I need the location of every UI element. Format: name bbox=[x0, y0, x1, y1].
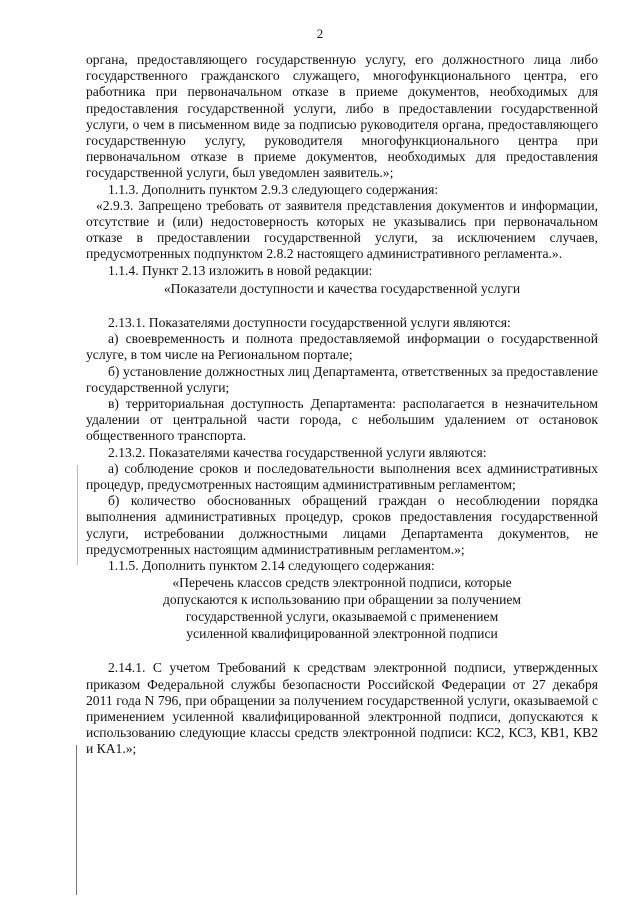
list-item-b-2: б) количество обоснованных обращений граждан о несоблюдении порядка выполнения административных процедур, сроков предоставления государственной услуги, истребовании должностными лицами Департамента документов, не предусмотренных настоящим административным регламентом.»; bbox=[86, 493, 598, 557]
page-number: 2 bbox=[316, 26, 324, 41]
paragraph-1-1-3: 1.1.3. Дополнить пунктом 2.9.3 следующего содержания: bbox=[108, 181, 439, 197]
paragraph-1-1-4: 1.1.4. Пункт 2.13 изложить в новой редакции: bbox=[108, 262, 373, 278]
paragraph-2-14-1: 2.14.1. С учетом Требований к средствам электронной подписи, утвержденных приказом Федеральной службы безопасности Российской Федерации от 27 декабря 2011 года N 796, при обращении за получением государственной услуги, оказываемой с применением усиленной квалифицированной электронной подписи, допускаются к использованию следующие классы средств электронной подписи: КС2, КС3, КВ1, КВ2 и КА1.»; bbox=[86, 660, 598, 757]
paragraph-2-9-3: «2.9.3. Запрещено требовать от заявителя представления документов и информации, отсутствие и (или) недостоверность которых не указывались при первоначальном отказе в предоставлении государственной услуги, за исключением случаев, предусмотренных подпунктом 2.8.2 настоящего административного регламента.». bbox=[86, 197, 598, 262]
paragraph-1-1-5: 1.1.5. Дополнить пунктом 2.14 следующего содержания: bbox=[108, 558, 435, 574]
list-item-a-2: а) соблюдение сроков и последовательности выполнения всех административных процедур, предусмотренных настоящим административным регламентом; bbox=[86, 460, 598, 493]
paragraph-2-13-2: 2.13.2. Показателями качества государственной услуги являются: bbox=[108, 444, 487, 460]
section-heading-2-14 bbox=[86, 574, 598, 642]
heading-line: «Перечень классов средств электронной подписи, которые bbox=[172, 575, 512, 591]
scan-margin-line bbox=[77, 465, 78, 565]
document-body bbox=[86, 52, 598, 758]
paragraph-continuation: органа, предоставляющего государственную услугу, его должностного лица либо государственного гражданского служащего, многофункционального центра, его работника при первоначальном отказе в приеме документов, необходимых для предоставления государственной услуги, либо в предоставлении государственной услуги, о чем в письменном виде за подписью руководителя органа, предоставляющего государственную услугу, руководителя многофункционального центра при первоначальном отказе в приеме документов, необходимых для предоставления государственной услуги, был уведомлен заявитель.»; bbox=[86, 52, 598, 181]
list-item-b: б) установление должностных лиц Департамента, ответственных за предоставление государственной услуги; bbox=[86, 363, 598, 395]
section-heading-2-13: «Показатели доступности и качества государственной услуги bbox=[163, 280, 521, 296]
scan-margin-line bbox=[76, 745, 77, 895]
heading-line: государственной услуги, оказываемой с применением bbox=[185, 609, 499, 625]
heading-line: усиленной квалифицированной электронной подписи bbox=[186, 626, 498, 642]
heading-line: допускаются к использованию при обращении за получением bbox=[162, 592, 521, 608]
list-item-v: в) территориальная доступность Департамента: располагается в незначительном удалении от центральной части города, с небольшим удалением от остановок общественного транспорта. bbox=[86, 396, 598, 444]
paragraph-2-13-1: 2.13.1. Показателями доступности государственной услуги являются: bbox=[108, 315, 511, 331]
list-item-a: а) своевременность и полнота предоставляемой информации о государственной услуге, в том числе на Региональном портале; bbox=[86, 331, 598, 363]
